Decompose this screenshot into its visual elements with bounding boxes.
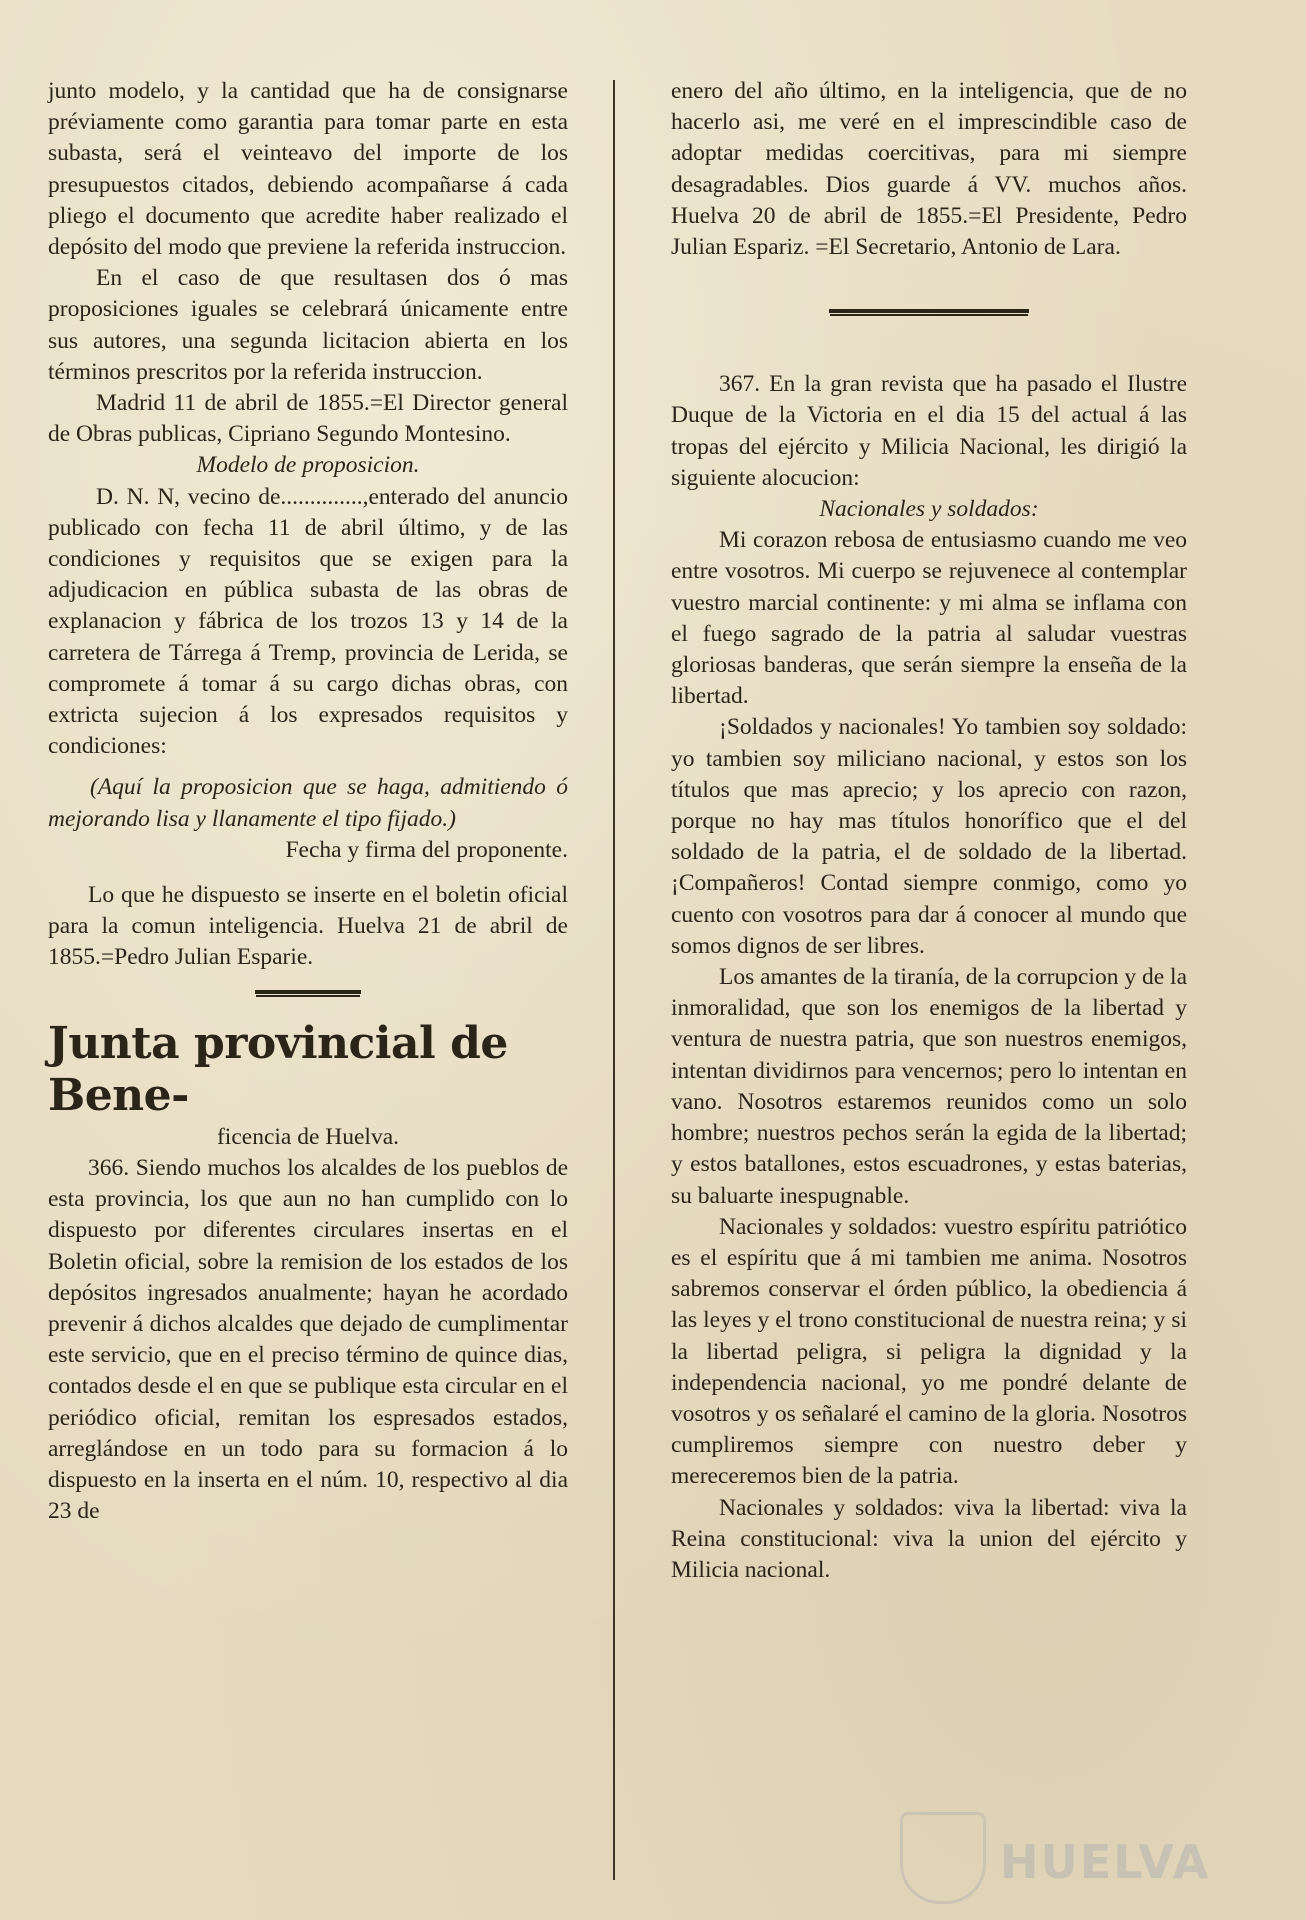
section-subheading: ficencia de Huelva. [216, 1123, 400, 1150]
divider-rule [829, 309, 1029, 313]
paragraph: junto modelo, y la cantidad que ha de consignarse préviamente como garantia para tomar parte en esta subasta, será el veinteavo del importe de los presupuestos citados, debiendo acompañarse á cada pliego el documento que acredite haber realizado el depósito del modo que previene la referida instruccion. [48, 78, 568, 261]
watermark: HUELVA [1000, 1835, 1211, 1889]
paragraph: Nacionales y soldados: vuestro espíritu patriótico es el espíritu que á mi tambien me anima. Nosotros sabremos conservar el órden público, la obediencia á las leyes y el trono constitucional de nuestra reina; y si la libertad peligra, si peligra la dignidad y la independencia nacional, yo me pondré delante de vosotros y os señalaré el camino de la gloria. Nosotros cumpliremos siempre con nuestro deber y mereceremos bien de la patria. [671, 1213, 1187, 1490]
column-divider [613, 80, 615, 1880]
right-column [671, 76, 1187, 1586]
section-title: Modelo de proposicion. [196, 452, 420, 479]
paragraph: Mi corazon rebosa de entusiasmo cuando me veo entre vosotros. Mi cuerpo se rejuvenece al contemplar vuestro marcial continente: y mi alma se inflama con el fuego sagrado de la patria al saludar vuestras gloriosas banderas, que serán siempre la enseña de la libertad. [671, 527, 1187, 710]
paragraph: Los amantes de la tiranía, de la corrupcion y de la inmoralidad, que son los enemigos de la libertad y ventura de nuestra patria, que son nuestros enemigos, intentan dividirnos para vencernos; pero lo intentan en vano. Nosotros estaremos reunidos como un solo hombre; nuestros pechos serán la egida de la libertad; y estos batallones, estos escuadrones, y estas baterias, su baluarte inespugnable. [671, 964, 1187, 1209]
divider-rule [255, 990, 361, 994]
address-title: Nacionales y soldados: [819, 496, 1039, 523]
paragraph: Nacionales y soldados: viva la libertad: viva la Reina constitucional: viva la union del ejército y Milicia nacional. [671, 1494, 1187, 1583]
paragraph: 366. Siendo muchos los alcaldes de los pueblos de esta provincia, los que aun no han cumplido con lo dispuesto por diferentes circulares insertas en el Boletin oficial, sobre la remision de los estados de los depósitos ingresados anualmente; hayan he acordado prevenir á dichos alcaldes que dejado de cumplimentar este servicio, que en el preciso término de quince dias, contados desde el en que se publique esta circular en el periódico oficial, remitan los espresados estados, arreglándose en un todo para su formacion á lo dispuesto en la inserta en el núm. 10, respectivo al dia 23 de [48, 1154, 568, 1525]
left-column [48, 76, 568, 1527]
watermark-seal-icon [900, 1812, 986, 1904]
paragraph: Madrid 11 de abril de 1855.=El Director general de Obras publicas, Cipriano Segundo Montesino. [48, 390, 568, 448]
paragraph: Lo que he dispuesto se inserte en el boletin oficial para la comun inteligencia. Huelva 21 de abril de 1855.=Pedro Julian Esparie. [48, 882, 568, 971]
paragraph: ¡Soldados y nacionales! Yo tambien soy soldado: yo tambien soy miliciano nacional, y estos son los títulos que mas aprecio; y los aprecio con razon, porque no hay mas títulos honorífico que el del soldado de la patria, el de soldado de la libertad. ¡Compañeros! Contad siempre conmigo, como yo cuento con vosotros para dar á conocer al mundo que somos dignos de ser libres. [671, 714, 1187, 959]
paragraph: D. N. N, vecino de..............,enterado del anuncio publicado con fecha 11 de abril último, y de las condiciones y requisitos que se exigen para la adjudicacion en pública subasta de las obras de explanacion y fábrica de los trozos 13 y 14 de la carretera de Tárrega á Tremp, provincia de Lerida, se compromete á tomar á su cargo dichas obras, con extricta sujecion á los expresados requisitos y condiciones: [48, 483, 568, 760]
paragraph: (Aquí la proposicion que se haga, admitiendo ó mejorando lisa y llanamente el tipo fijado.) [48, 774, 568, 832]
paragraph: En el caso de que resultasen dos ó mas proposiciones iguales se celebrará únicamente entre sus autores, una segunda licitacion abierta en los términos prescritos por la referida instruccion. [48, 265, 568, 385]
section-heading: Junta provincial de Bene- [48, 1017, 508, 1121]
paragraph: 367. En la gran revista que ha pasado el Ilustre Duque de la Victoria en el dia 15 del actual á las tropas del ejército y Milicia Nacional, les dirigió la siguiente alocucion: [671, 371, 1187, 491]
paragraph: enero del año último, en la inteligencia, que de no hacerlo asi, me veré en el imprescindible caso de adoptar medidas coercitivas, para mi siempre desagradables. Dios guarde á VV. muchos años. Huelva 20 de abril de 1855.=El Presidente, Pedro Julian Espariz. =El Secretario, Antonio de Lara. [671, 78, 1187, 261]
signature-line: Fecha y firma del proponente. [285, 836, 568, 863]
